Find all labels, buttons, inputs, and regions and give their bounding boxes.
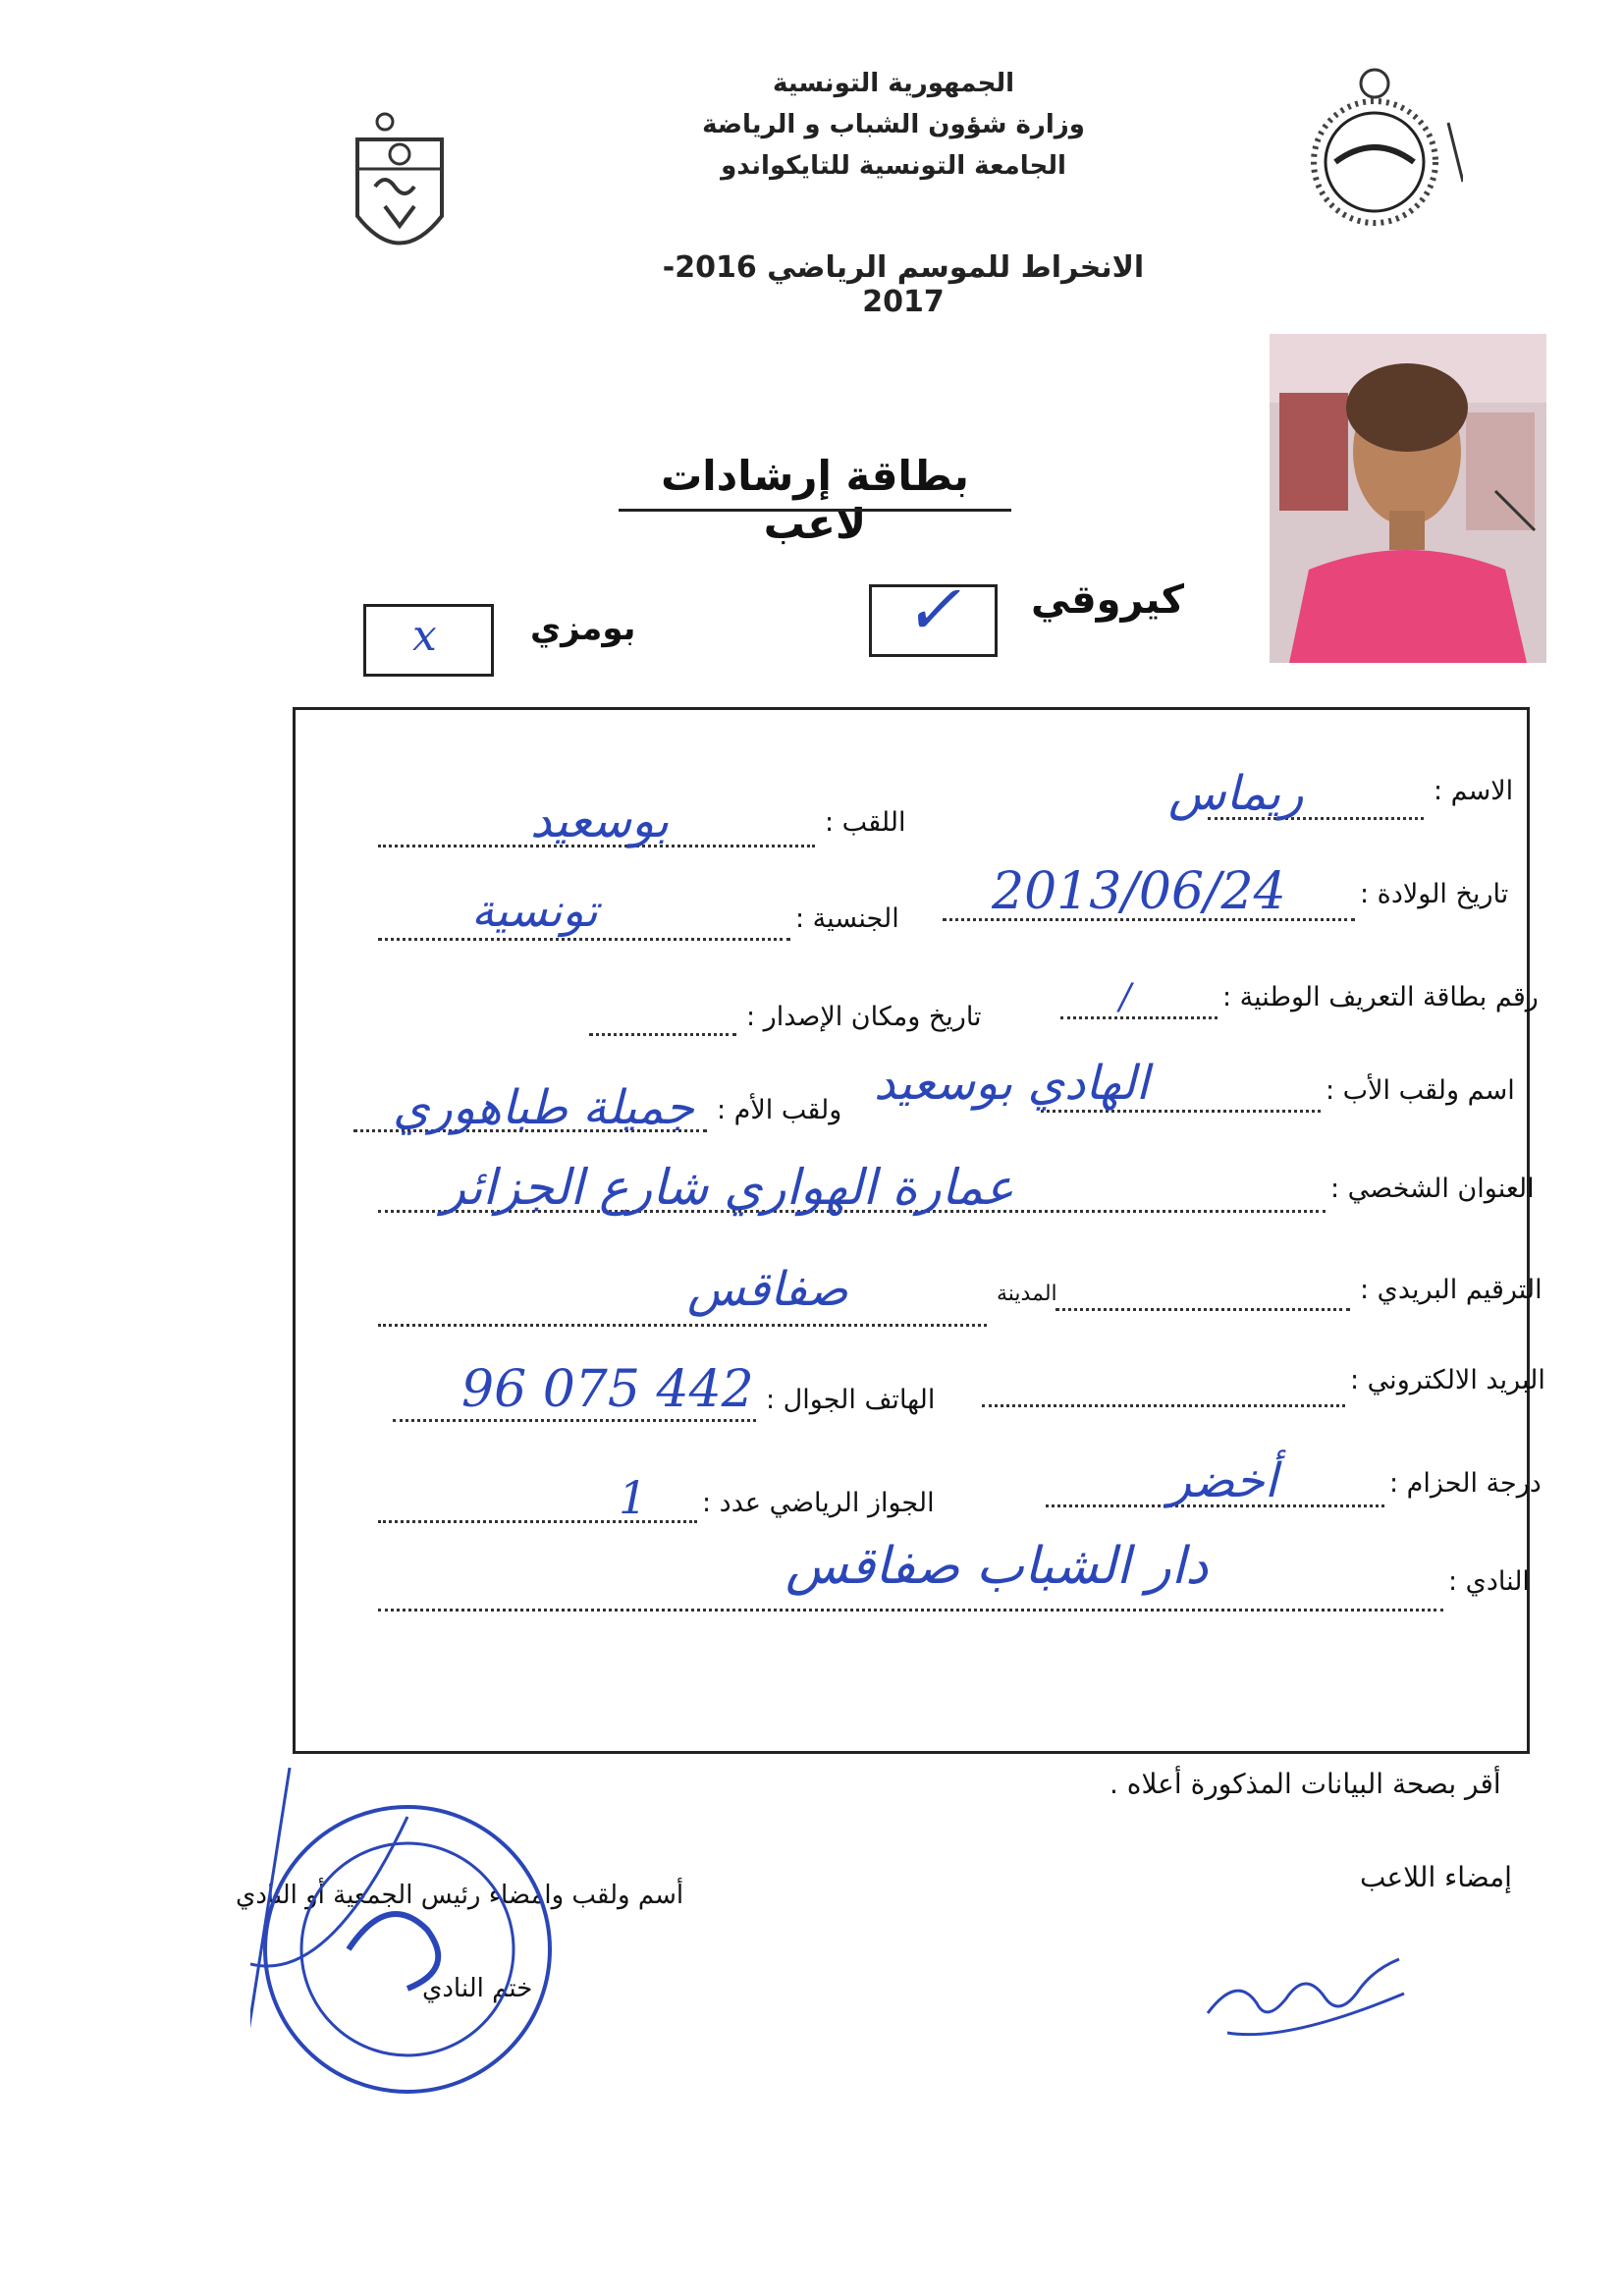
nationality-line [378, 938, 790, 941]
surname-label: اللقب : [825, 807, 906, 838]
city-value[interactable]: صفاقس [687, 1262, 848, 1317]
nationality-label: الجنسية : [795, 903, 899, 934]
postal-line [1056, 1308, 1350, 1311]
federation-logo-icon [1286, 64, 1463, 231]
mother-label: ولقب الأم : [717, 1095, 842, 1125]
id-card-line [1060, 1016, 1218, 1019]
passport-value[interactable]: 1 [619, 1471, 648, 1524]
first-name-value[interactable]: ريماس [1168, 766, 1304, 821]
header-season: الانخراط للموسم الرياضي 2016-2017 [662, 250, 1145, 319]
header-federation: الجامعة التونسية للتايكواندو [721, 151, 1066, 181]
belt-label: درجة الحزام : [1389, 1468, 1542, 1499]
postal-label: الترقيم البريدي : [1360, 1275, 1543, 1305]
father-label: اسم ولقب الأب : [1326, 1075, 1515, 1106]
issue-line [589, 1033, 736, 1036]
mobile-value[interactable]: 96 075 442 [461, 1360, 754, 1419]
belt-value[interactable]: أخضر [1168, 1453, 1278, 1508]
club-stamp-label: ختم النادي [422, 1974, 533, 2003]
president-label: أسم ولقب وامضاء رئيس الجمعية أو النادي [236, 1881, 684, 1910]
surname-value[interactable]: بوسعيد [530, 793, 670, 848]
header-ministry: وزارة شؤون الشباب و الرياضة [702, 110, 1085, 139]
birth-date-value[interactable]: 2013/06/24 [992, 862, 1286, 921]
passport-label: الجواز الرياضي عدد : [702, 1488, 935, 1518]
poomsae-label: بومزي [530, 609, 636, 648]
birth-date-label: تاريخ الولادة : [1360, 879, 1509, 909]
email-line [982, 1404, 1345, 1407]
mother-value[interactable]: جميلة طباهوري [393, 1080, 694, 1135]
kyorugi-label: كيروقي [1031, 577, 1184, 623]
address-value[interactable]: عمارة الهواري شارع الجزائر [442, 1159, 1014, 1216]
tunisia-emblem-icon [346, 108, 454, 275]
city-line [378, 1324, 987, 1327]
club-value[interactable]: دار الشباب صفاقس [785, 1537, 1209, 1596]
issue-label: تاريخ ومكان الإصدار : [746, 1002, 982, 1032]
title-underline [619, 509, 1011, 512]
player-signature-label: إمضاء اللاعب [1360, 1861, 1512, 1893]
id-card-value[interactable]: / [1119, 977, 1132, 1017]
header-republic: الجمهورية التونسية [772, 69, 1015, 98]
mobile-line [393, 1419, 756, 1422]
club-stamp [250, 1768, 565, 2102]
first-name-label: الاسم : [1434, 776, 1514, 806]
player-signature [1198, 1944, 1434, 2052]
email-label: البريد الالكتروني : [1350, 1365, 1545, 1395]
kyorugi-mark: ✓ [903, 570, 961, 650]
passport-line [378, 1520, 697, 1523]
id-card-label: رقم بطاقة التعريف الوطنية : [1222, 982, 1539, 1012]
poomsae-mark: x [412, 611, 437, 661]
declaration-text: أقر بصحة البيانات المذكورة أعلاه . [1110, 1768, 1501, 1800]
club-line [378, 1609, 1443, 1612]
mobile-label: الهاتف الجوال : [766, 1385, 936, 1415]
club-label: النادي : [1448, 1566, 1530, 1597]
player-photo [1270, 334, 1546, 663]
nationality-value[interactable]: تونسية [471, 884, 598, 937]
form-frame [293, 707, 1530, 1754]
city-label: المدينة [997, 1282, 1057, 1306]
address-label: العنوان الشخصي : [1330, 1174, 1535, 1204]
card-title: بطاقة إرشادات لاعب [661, 452, 969, 548]
father-value[interactable]: الهادي بوسعيد [874, 1056, 1150, 1111]
